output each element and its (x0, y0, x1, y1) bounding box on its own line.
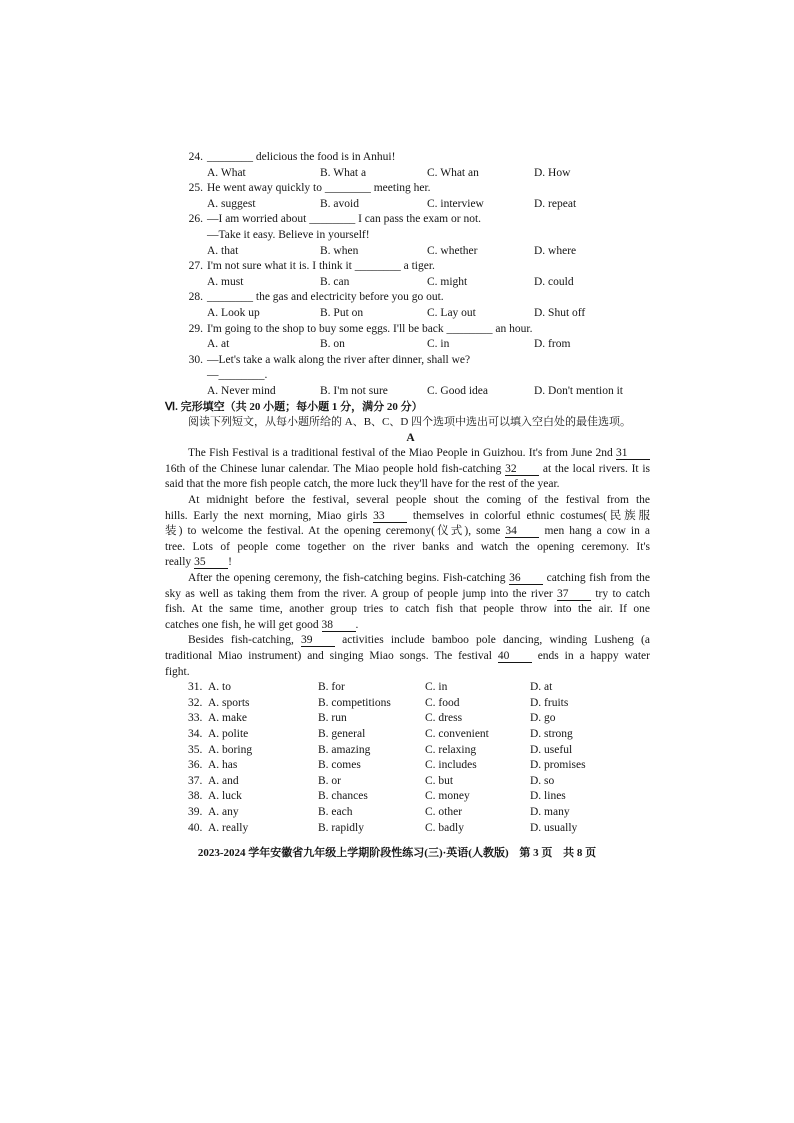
option-d: D. go (530, 712, 556, 725)
passage-line (165, 602, 650, 618)
option-row (165, 275, 650, 291)
cloze-blank: 37 (557, 588, 591, 601)
option-b: B. general (318, 727, 366, 740)
passage-text: Besides fish-catching, (188, 634, 301, 647)
cloze-question-row (165, 758, 650, 774)
cloze-blank: 39 (301, 634, 335, 647)
page-footer (0, 845, 794, 861)
passage-text: ends in a happy water (531, 650, 650, 662)
option-c: C. money (425, 790, 470, 803)
cloze-question-number: 40. (188, 821, 203, 834)
option-b: B. comes (318, 759, 361, 772)
question-stem: He went away quickly to ________ meeting her. (207, 182, 431, 195)
option-a: A. at (207, 338, 230, 351)
option-a: A. and (208, 774, 239, 787)
passage-text: catching fish from the (543, 572, 650, 585)
passage-line (165, 649, 650, 665)
question-item (165, 259, 650, 290)
section-instruction: 阅读下列短文，从每小题所给的 A、B、C、D 四个选项中选出可以填入空白处的最佳选项。 (188, 416, 632, 429)
question-item (165, 212, 650, 259)
option-c: C. What an (427, 166, 479, 179)
single-choice-section (165, 150, 650, 400)
option-d: D. useful (530, 743, 573, 756)
passage-text: The Fish Festival is a traditional festival of the Miao People in Guizhou. It's from June 2nd (188, 447, 616, 460)
passage-text: ! (228, 556, 232, 569)
option-c: C. whether (427, 244, 478, 257)
option-row (165, 337, 650, 353)
cloze-question-number: 33. (188, 712, 203, 725)
question-stem-line (165, 181, 650, 197)
option-a: A. Never mind (207, 384, 276, 397)
question-stem: —I am worried about ________ I can pass the exam or not. (207, 213, 482, 226)
question-number: 25. (188, 182, 203, 195)
question-stem: —Take it easy. Believe in yourself! (207, 228, 370, 241)
question-stem-line (165, 259, 650, 275)
option-c: C. Lay out (427, 306, 476, 319)
question-number: 28. (188, 291, 203, 304)
question-item (165, 150, 650, 181)
question-number: 27. (188, 260, 203, 273)
option-c: C. interview (427, 197, 484, 210)
passage-line (165, 633, 650, 649)
option-b: B. competitions (318, 696, 391, 709)
option-a: A. luck (208, 790, 242, 803)
page-content (165, 150, 650, 836)
option-c: C. badly (425, 821, 464, 834)
option-a: A. to (208, 681, 231, 694)
cloze-question-row (165, 711, 650, 727)
option-row (165, 306, 650, 322)
option-row (165, 244, 650, 260)
question-number: 30. (188, 353, 203, 366)
cloze-blank: 34 (505, 525, 539, 538)
question-item (165, 353, 650, 400)
option-b: B. on (320, 338, 345, 351)
option-b: B. I'm not sure (320, 384, 388, 397)
passage-text: try to catch (591, 587, 650, 600)
passage-line (165, 462, 650, 478)
cloze-question-row (165, 805, 650, 821)
question-number: 29. (188, 322, 203, 335)
passage-text: . (355, 618, 359, 631)
cloze-blank: 35 (194, 556, 228, 569)
question-stem: ________ delicious the food is in Anhui! (207, 151, 396, 163)
passage-paragraph (165, 571, 650, 633)
option-d: D. How (534, 166, 571, 179)
passage-text: hills. Early the next morning, Miao girls (165, 509, 374, 522)
footer-page-number: 第 3 页 (519, 847, 553, 859)
passage-line (165, 509, 650, 525)
option-a: A. that (207, 244, 239, 257)
cloze-question-number: 31. (188, 681, 203, 694)
cloze-question-row (165, 743, 650, 759)
option-d: D. promises (530, 759, 586, 772)
option-c: C. in (427, 338, 450, 351)
option-a: A. make (208, 712, 247, 725)
question-stem-line (165, 368, 650, 384)
question-number: 26. (188, 213, 203, 226)
cloze-question-number: 36. (188, 759, 203, 772)
option-b: B. Put on (320, 306, 364, 319)
option-a: A. must (207, 275, 244, 288)
option-a: A. suggest (207, 197, 256, 210)
option-c: C. food (425, 696, 460, 709)
option-c: C. includes (425, 759, 477, 772)
question-stem: ________ the gas and electricity before you go out. (207, 291, 444, 304)
section-heading: Ⅵ. 完形填空（共 20 小题；每小题 1 分，满分 20 分） (165, 400, 423, 413)
passage-paragraph (165, 633, 650, 680)
option-b: B. rapidly (318, 821, 364, 834)
option-d: D. where (534, 244, 577, 257)
passage (165, 446, 650, 680)
option-b: B. What a (320, 166, 367, 179)
footer-page-total: 共 8 页 (563, 847, 597, 859)
option-a: A. polite (208, 727, 249, 740)
question-stem: I'm not sure what it is. I think it ________ a tiger. (207, 260, 435, 273)
option-c: C. convenient (425, 727, 489, 740)
passage-text: really (165, 556, 195, 569)
cloze-blank: 36 (509, 572, 543, 585)
cloze-blank: 38 (322, 619, 356, 632)
passage-text: fight. (165, 665, 190, 678)
passage-paragraph (165, 493, 650, 571)
cloze-question-number: 32. (188, 696, 203, 709)
passage-label: A (406, 431, 415, 444)
option-a: A. sports (208, 696, 250, 709)
option-b: B. or (318, 774, 341, 787)
option-c: C. might (427, 275, 468, 288)
option-b: B. run (318, 712, 347, 725)
cloze-question-row (165, 774, 650, 790)
passage-line (165, 477, 650, 493)
option-d: D. Shut off (534, 306, 586, 319)
option-b: B. chances (318, 790, 368, 803)
option-row (165, 197, 650, 213)
passage-text: catches one fish, he will get good (165, 618, 322, 631)
option-a: A. any (208, 805, 239, 818)
passage-line (165, 493, 650, 509)
option-row (165, 384, 650, 400)
option-b: B. amazing (318, 743, 371, 756)
option-c: C. in (425, 681, 448, 694)
question-item (165, 290, 650, 321)
question-stem-line (165, 322, 650, 338)
option-a: A. has (208, 759, 238, 772)
option-a: A. really (208, 821, 249, 834)
option-d: D. usually (530, 821, 578, 834)
question-stem: —Let's take a walk along the river after dinner, shall we? (207, 353, 471, 366)
cloze-options-table (165, 680, 650, 836)
option-c: C. Good idea (427, 384, 489, 397)
passage-text: 装) to welcome the festival. At the opening ceremony(仪式), some (165, 525, 506, 538)
passage-text: 16th of the Chinese lunar calendar. The Miao people hold fish-catching (165, 462, 506, 475)
question-item (165, 181, 650, 212)
passage-text: tree. Lots of people come together on the river banks and watch the opening ceremony. It's (165, 540, 650, 553)
question-stem-line (165, 212, 650, 228)
question-stem-line (165, 290, 650, 306)
passage-text: After the opening ceremony, the fish-catching begins. Fish-catching (188, 572, 510, 585)
cloze-question-number: 38. (188, 790, 203, 803)
passage-line (165, 524, 650, 540)
passage-line (165, 618, 650, 634)
passage-text: men hang a cow in a (539, 525, 650, 538)
cloze-question-row (165, 680, 650, 696)
option-a: A. boring (208, 743, 253, 756)
cloze-question-number: 37. (188, 774, 203, 787)
footer-title: 2023-2024 学年安徽省九年级上学期阶段性练习(三)·英语(人教版) (197, 847, 509, 859)
option-c: C. but (425, 774, 454, 787)
passage-text: said that the more fish people catch, the more luck they'll have for the rest of the year. (165, 478, 560, 491)
option-d: D. strong (530, 727, 573, 740)
cloze-question-row (165, 696, 650, 712)
option-b: B. each (318, 805, 353, 818)
cloze-blank: 40 (498, 650, 532, 663)
passage-text: activities include bamboo pole dancing, winding Lusheng (a (335, 634, 650, 647)
passage-line (165, 446, 650, 462)
question-stem-line (165, 353, 650, 369)
cloze-blank: 33 (373, 510, 407, 523)
passage-text: traditional Miao instrument) and singing Miao songs. The festival (165, 650, 498, 662)
option-d: D. so (530, 774, 555, 787)
option-d: D. from (534, 338, 571, 351)
cloze-blank: 32 (505, 463, 539, 476)
question-stem-line (165, 150, 650, 166)
option-row (165, 166, 650, 182)
passage-line (165, 587, 650, 603)
question-stem: —________. (207, 369, 268, 382)
cloze-blank: 31 (616, 447, 650, 460)
option-a: A. What (207, 166, 246, 179)
option-d: D. fruits (530, 696, 569, 709)
option-d: D. at (530, 681, 553, 694)
cloze-question-number: 34. (188, 727, 203, 740)
passage-text: At midnight before the festival, several people shout the coming of the festival from the (188, 494, 650, 507)
option-c: C. dress (425, 712, 463, 725)
cloze-question-number: 35. (188, 743, 203, 756)
passage-line (165, 665, 650, 681)
option-a: A. Look up (207, 306, 260, 319)
option-b: B. for (318, 681, 345, 694)
option-d: D. lines (530, 790, 566, 803)
cloze-section (165, 400, 650, 837)
question-stem: I'm going to the shop to buy some eggs. I'll be back ________ an hour. (207, 322, 533, 335)
passage-line (165, 571, 650, 587)
cloze-question-number: 39. (188, 805, 203, 818)
cloze-question-row (165, 821, 650, 837)
passage-text: at the local rivers. It is (539, 462, 650, 475)
option-d: D. could (534, 275, 574, 288)
passage-text: sky as well as taking them from the river. A group of people jump into the river (165, 587, 558, 600)
passage-paragraph (165, 446, 650, 493)
cloze-question-row (165, 789, 650, 805)
question-item (165, 322, 650, 353)
option-b: B. can (320, 275, 350, 288)
passage-text: themselves in colorful ethnic costumes(民族服 (407, 509, 650, 522)
option-b: B. avoid (320, 197, 359, 210)
option-c: C. relaxing (425, 743, 477, 756)
option-d: D. many (530, 805, 570, 818)
passage-line (165, 555, 650, 571)
option-d: D. Don't mention it (534, 384, 623, 397)
option-c: C. other (425, 805, 463, 818)
option-b: B. when (320, 244, 359, 257)
question-number: 24. (188, 151, 203, 163)
passage-line (165, 540, 650, 556)
option-d: D. repeat (534, 197, 577, 210)
passage-text: fish. At the same time, another group tries to catch fish that people throw into the air. If one (165, 603, 650, 616)
question-stem-line (165, 228, 650, 244)
cloze-question-row (165, 727, 650, 743)
